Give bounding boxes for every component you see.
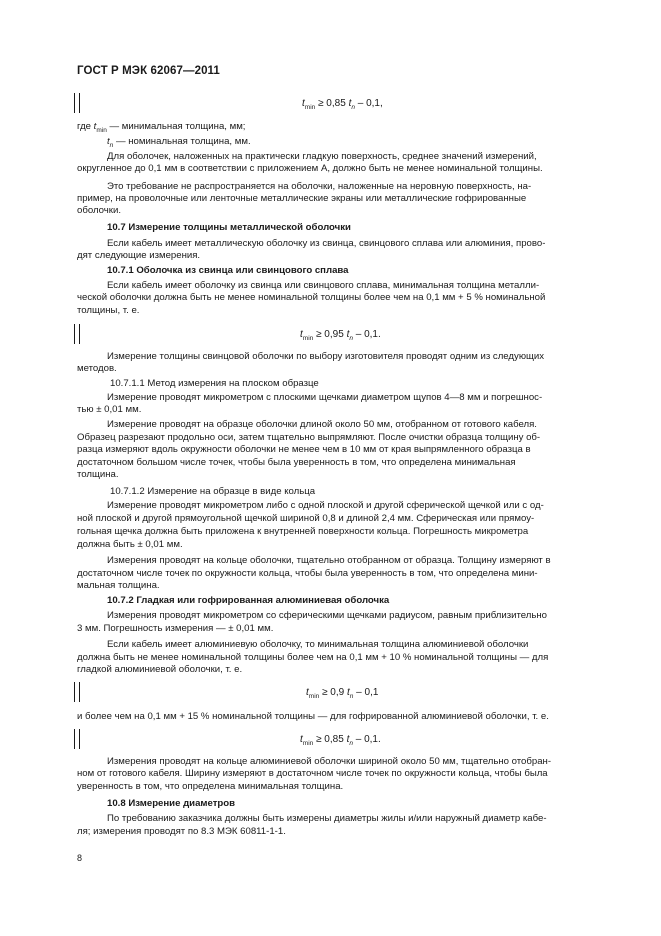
formula-margin-bar bbox=[74, 729, 80, 749]
where-tmin-line: где $t_{min}$ — минимальная толщина, мм; bbox=[77, 121, 246, 134]
section-heading-10-7-2: 10.7.2 Гладкая или гофрированная алюминиевая оболочка bbox=[107, 595, 390, 606]
paragraph-line: гольная щечка должна быть приложена к внутренней поверхности кольца. Погрешность микрометра bbox=[77, 526, 529, 537]
paragraph-line: и более чем на 0,1 мм + 15 % номинальной толщины — для гофрированной алюминиевой оболочки, т. е. bbox=[77, 711, 549, 722]
paragraph-line: Если кабель имеет оболочку из свинца или свинцового сплава, минимальная толщина металли- bbox=[107, 280, 540, 291]
paragraph-line: должна быть не менее номинальной толщины более чем на 0,1 мм + 10 % номинальной толщины — для bbox=[77, 652, 549, 663]
paragraph-line: оболочки. bbox=[77, 205, 122, 216]
paragraph-line: Измерения проводят микрометром со сферическими щечками радиусом, равным приблизительно bbox=[107, 610, 548, 621]
paragraph-line: По требованию заказчика должны быть измерены диаметры жилы и/или наружный диаметр кабе- bbox=[107, 813, 547, 824]
paragraph-line: округленное до 0,1 мм в соответствии с приложением А, должно быть не менее номинальной толщины. bbox=[77, 163, 543, 174]
paragraph-line: дят следующие измерения. bbox=[77, 250, 201, 261]
formula-4 bbox=[74, 729, 614, 751]
formula-margin-bar bbox=[74, 324, 80, 344]
paragraph-line: Если кабель имеет металлическую оболочку из свинца, свинцового сплава или алюминия, прово- bbox=[107, 238, 546, 249]
paragraph-line: гладкой алюминиевой оболочки, т. е. bbox=[77, 664, 243, 675]
paragraph-line: пример, на проволочные или ленточные металлические экраны или металлические гофрированные bbox=[77, 193, 527, 204]
paragraph-line: мальная толщина. bbox=[77, 580, 160, 591]
formula-expression: $t_{min} \ge 0,9$ $t_n - 0,1$ bbox=[306, 687, 379, 700]
paragraph-line: ческой оболочки должна быть не менее номинальной толщины более чем на 0,1 мм + 5 % номинальной bbox=[77, 292, 546, 303]
section-heading-10-7-1-2: 10.7.1.2 Измерение на образце в виде кольца bbox=[110, 486, 316, 497]
formula-margin-bar bbox=[74, 682, 80, 702]
paragraph-line: Измерение проводят на образце оболочки длиной около 50 мм, отобранном от готового кабеля. bbox=[107, 419, 537, 430]
formula-expression: $t_{min} \ge 0,85$ $t_n - 0,1$, bbox=[302, 98, 383, 111]
formula-3 bbox=[74, 682, 614, 704]
paragraph-line: Образец разрезают продольно оси, затем тщательно выпрямляют. После очистки образца толщину об- bbox=[77, 432, 541, 443]
paragraph-line: Если кабель имеет алюминиевую оболочку, то минимальная толщина алюминиевой оболочки bbox=[107, 639, 529, 650]
paragraph-line: толщины, т. е. bbox=[77, 305, 140, 316]
paragraph-line: разца измеряют вдоль окружности оболочки не менее чем в 10 мм от края выпрямленного образца в bbox=[77, 444, 531, 455]
paragraph-line: методов. bbox=[77, 363, 117, 374]
paragraph-line: ля; измерения проводят по 8.3 МЭК 60811-1-1. bbox=[77, 826, 286, 837]
formula-2 bbox=[74, 324, 614, 346]
paragraph-line: Измерения проводят на кольце оболочки, тщательно отобранном от образца. Толщину измеряют в bbox=[107, 555, 551, 566]
section-heading-10-7: 10.7 Измерение толщины металлической оболочки bbox=[107, 222, 351, 233]
paragraph-line: тью ± 0,01 мм. bbox=[77, 404, 142, 415]
paragraph-line: толщина. bbox=[77, 469, 119, 480]
paragraph-line: 3 мм. Погрешность измерения — ± 0,01 мм. bbox=[77, 623, 274, 634]
paragraph-line: должна быть ± 0,01 мм. bbox=[77, 539, 183, 550]
paragraph-line: Измерение проводят микрометром с плоскими щечками диаметром щупов 4—8 мм и погрешнос- bbox=[107, 392, 543, 403]
document-header: ГОСТ Р МЭК 62067—2011 bbox=[77, 65, 220, 77]
section-heading-10-7-1-1: 10.7.1.1 Метод измерения на плоском образце bbox=[110, 378, 319, 389]
formula-expression: $t_{min} \ge 0,95$ $t_n - 0,1$. bbox=[300, 329, 381, 342]
formula-margin-bar bbox=[74, 93, 80, 113]
paragraph-line: Измерение толщины свинцовой оболочки по выбору изготовителя проводят одним из следующих bbox=[107, 351, 545, 362]
paragraph-line: уверенность в том, что определена минимальная толщина. bbox=[77, 781, 344, 792]
paragraph-line: достаточном большом числе точек, чтобы была уверенность в том, что определена минимальная bbox=[77, 457, 516, 468]
paragraph-line: Измерение проводят микрометром либо с одной плоской и другой сферической щечкой или с од- bbox=[107, 500, 544, 511]
paragraph-line: Для оболочек, наложенных на практически гладкую поверхность, среднее значений измерений, bbox=[107, 151, 537, 162]
section-heading-10-8: 10.8 Измерение диаметров bbox=[107, 798, 236, 809]
paragraph-line: Это требование не распространяется на оболочки, наложенные на неровную поверхность, на- bbox=[107, 181, 532, 192]
paragraph-line: ном от готового кабеля. Ширину измеряют в достаточном числе точек по окружности кольца, чтобы была bbox=[77, 768, 548, 779]
formula-1 bbox=[74, 93, 614, 115]
paragraph-line: ной плоской и другой прямоугольной щечкой шириной 0,8 и длиной 2,4 мм. Сферическая или прямоу- bbox=[77, 513, 535, 524]
section-heading-10-7-1: 10.7.1 Оболочка из свинца или свинцового сплава bbox=[107, 265, 349, 276]
page-number: 8 bbox=[77, 853, 83, 863]
where-tn-line: $t_n$ — номинальная толщина, мм. bbox=[107, 136, 251, 149]
formula-expression: $t_{min} \ge 0,85$ $t_n - 0,1$. bbox=[300, 734, 381, 747]
paragraph-line: достаточном числе точек по окружности кольца, чтобы была уверенность в том, что определена мини- bbox=[77, 568, 538, 579]
paragraph-line: Измерения проводят на кольце алюминиевой оболочки шириной около 50 мм, тщательно отобран- bbox=[107, 756, 552, 767]
